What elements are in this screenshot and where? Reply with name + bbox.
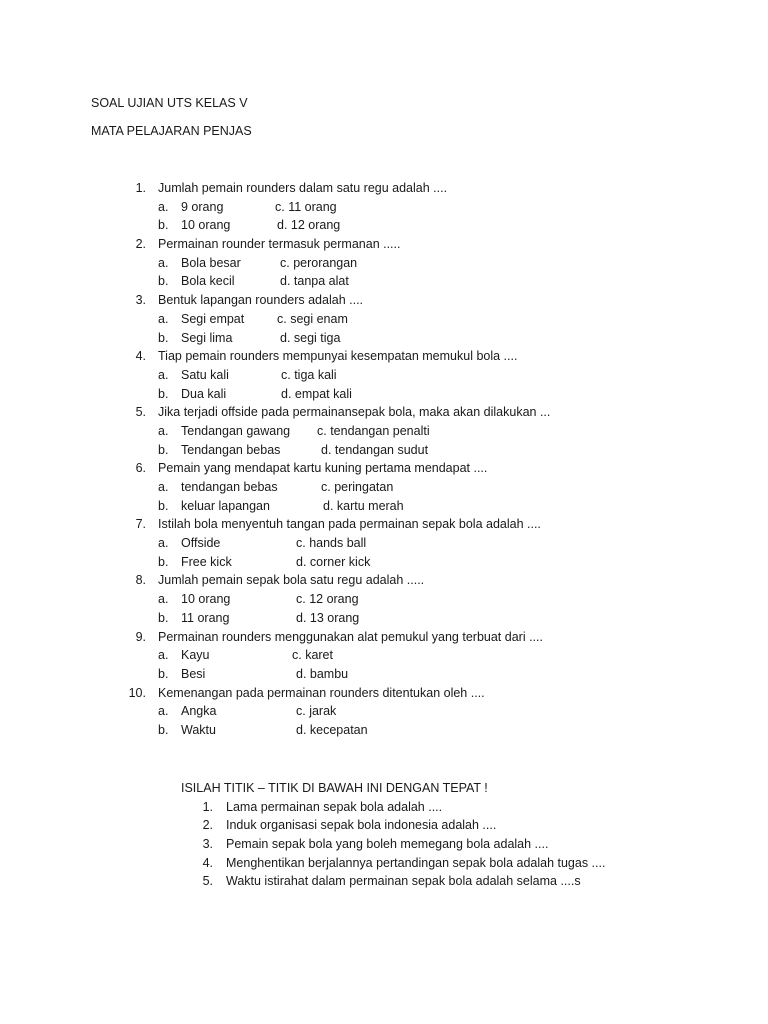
- question-item: [0, 628, 768, 647]
- option-row: [0, 198, 768, 217]
- option-row: [0, 422, 768, 441]
- question-number: 10.: [128, 685, 146, 700]
- fill-in-number: 4.: [202, 855, 213, 870]
- option-letter: a.: [158, 480, 169, 494]
- option-row: [0, 702, 768, 721]
- question-item: [0, 235, 768, 254]
- option-b: 10 orang: [181, 218, 231, 233]
- option-row: [0, 254, 768, 273]
- option-letter: a.: [158, 704, 169, 719]
- option-letter: b.: [158, 554, 169, 569]
- fill-in-item: [0, 872, 768, 891]
- option-row: [0, 609, 768, 628]
- option-a: tendangan bebas: [181, 480, 278, 494]
- option-c: c. jarak: [296, 704, 337, 719]
- option-b: keluar lapangan: [181, 498, 270, 513]
- option-d: d. tanpa alat: [280, 274, 349, 289]
- question-number: 1.: [135, 181, 146, 195]
- fill-in-text: Waktu istirahat dalam permainan sepak bola adalah selama ....s: [226, 874, 581, 889]
- question-number: 3.: [135, 293, 146, 308]
- option-c: c. tendangan penalti: [317, 423, 430, 438]
- fill-in-number: 2.: [202, 818, 213, 833]
- option-a: Satu kali: [181, 367, 229, 382]
- fill-in-number: 3.: [202, 837, 213, 852]
- option-row: [0, 553, 768, 572]
- option-d: d. tendangan sudut: [321, 442, 429, 457]
- option-d: d. 13 orang: [296, 610, 360, 625]
- option-c: c. tiga kali: [281, 367, 337, 382]
- exam-title: SOAL UJIAN UTS KELAS V: [91, 96, 248, 110]
- option-b: Tendangan bebas: [181, 442, 281, 457]
- option-row: [0, 385, 768, 404]
- question-text: Jumlah pemain sepak bola satu regu adalah .....: [158, 573, 425, 588]
- option-a: Offside: [181, 536, 221, 551]
- question-text: Istilah bola menyentuh tangan pada permainan sepak bola adalah ....: [158, 517, 541, 532]
- question-item: [0, 571, 768, 590]
- option-letter: a.: [158, 199, 169, 214]
- question-text: Permainan rounder termasuk permanan .....: [158, 237, 401, 252]
- option-row: [0, 497, 768, 516]
- option-d: d. kartu merah: [323, 498, 404, 513]
- option-b: Bola kecil: [181, 274, 235, 289]
- question-text: Permainan rounders menggunakan alat pemukul yang terbuat dari ....: [158, 629, 543, 644]
- question-text: Jumlah pemain rounders dalam satu regu adalah ....: [158, 181, 448, 195]
- fill-in-item: [0, 798, 768, 817]
- option-letter: a.: [158, 648, 169, 663]
- fill-in-section: [0, 779, 768, 891]
- option-c: c. 11 orang: [275, 199, 337, 214]
- option-row: [0, 329, 768, 348]
- option-letter: a.: [158, 536, 169, 551]
- option-d: d. kecepatan: [296, 722, 368, 737]
- question-item: [0, 403, 768, 422]
- option-a: Angka: [181, 704, 217, 719]
- option-d: d. empat kali: [281, 386, 352, 401]
- fill-in-text: Lama permainan sepak bola adalah ....: [226, 799, 443, 814]
- fill-in-item: [0, 835, 768, 854]
- question-number: 7.: [135, 517, 146, 532]
- option-row: [0, 665, 768, 684]
- subject-title: MATA PELAJARAN PENJAS: [91, 124, 252, 138]
- option-row: [0, 478, 768, 497]
- fill-in-heading: [0, 779, 768, 798]
- question-item: [0, 291, 768, 310]
- option-row: [0, 366, 768, 385]
- option-a: Tendangan gawang: [181, 423, 291, 438]
- option-a: Segi empat: [181, 311, 245, 326]
- option-row: [0, 310, 768, 329]
- option-d: d. segi tiga: [280, 330, 341, 345]
- option-c: c. segi enam: [277, 311, 348, 326]
- option-b: 11 orang: [181, 610, 230, 625]
- option-letter: b.: [158, 722, 169, 737]
- question-text: Pemain yang mendapat kartu kuning pertama mendapat ....: [158, 461, 488, 476]
- option-c: c. peringatan: [321, 480, 394, 494]
- option-b: Besi: [181, 666, 206, 681]
- option-row: [0, 721, 768, 740]
- option-b: Waktu: [181, 722, 216, 737]
- multiple-choice-section: [0, 179, 768, 740]
- option-letter: a.: [158, 423, 169, 438]
- option-a: 10 orang: [181, 592, 231, 607]
- question-text: Kemenangan pada permainan rounders ditentukan oleh ....: [158, 685, 485, 700]
- question-item: [0, 515, 768, 534]
- option-letter: b.: [158, 442, 169, 457]
- option-b: Segi lima: [181, 330, 233, 345]
- option-letter: b.: [158, 386, 169, 401]
- option-row: [0, 534, 768, 553]
- option-letter: b.: [158, 498, 169, 513]
- fill-in-number: 5.: [202, 874, 213, 889]
- fill-in-text: Pemain sepak bola yang boleh memegang bola adalah ....: [226, 837, 549, 852]
- question-number: 2.: [135, 237, 146, 252]
- option-row: [0, 272, 768, 291]
- option-c: c. hands ball: [296, 536, 367, 551]
- question-number: 9.: [135, 629, 146, 644]
- option-d: d. 12 orang: [277, 218, 341, 233]
- option-letter: a.: [158, 255, 169, 270]
- option-b: Dua kali: [181, 386, 227, 401]
- fill-in-number: 1.: [202, 799, 213, 814]
- question-text: Tiap pemain rounders mempunyai kesempatan memukul bola ....: [158, 349, 518, 364]
- option-letter: b.: [158, 274, 169, 289]
- option-b: Free kick: [181, 554, 232, 569]
- option-c: c. karet: [292, 648, 333, 663]
- option-c: c. 12 orang: [296, 592, 359, 607]
- question-item: [0, 459, 768, 478]
- option-letter: a.: [158, 592, 169, 607]
- question-text: Bentuk lapangan rounders adalah ....: [158, 293, 364, 308]
- fill-in-text: Menghentikan berjalannya pertandingan sepak bola adalah tugas ....: [226, 855, 606, 870]
- option-row: [0, 441, 768, 460]
- option-d: d. bambu: [296, 666, 349, 681]
- question-number: 8.: [135, 573, 146, 588]
- option-a: Bola besar: [181, 255, 241, 270]
- option-c: c. perorangan: [280, 255, 358, 270]
- fill-in-item: [0, 854, 768, 873]
- option-letter: a.: [158, 311, 169, 326]
- option-row: [0, 590, 768, 609]
- option-letter: b.: [158, 218, 169, 233]
- option-a: 9 orang: [181, 199, 224, 214]
- question-number: 5.: [135, 405, 146, 420]
- option-a: Kayu: [181, 648, 210, 663]
- fill-in-item: [0, 816, 768, 835]
- fill-in-text: Induk organisasi sepak bola indonesia adalah ....: [226, 818, 497, 833]
- question-item: [0, 179, 768, 198]
- question-number: 6.: [135, 461, 146, 476]
- option-letter: b.: [158, 666, 169, 681]
- question-text: Jika terjadi offside pada permainansepak bola, maka akan dilakukan ...: [158, 405, 551, 420]
- question-item: [0, 347, 768, 366]
- fill-in-title: ISILAH TITIK – TITIK DI BAWAH INI DENGAN TEPAT !: [181, 781, 488, 795]
- question-item: [0, 684, 768, 703]
- option-letter: b.: [158, 330, 169, 345]
- option-row: [0, 646, 768, 665]
- option-d: d. corner kick: [296, 554, 371, 569]
- question-number: 4.: [135, 349, 146, 364]
- option-row: [0, 216, 768, 235]
- option-letter: b.: [158, 610, 169, 625]
- option-letter: a.: [158, 367, 169, 382]
